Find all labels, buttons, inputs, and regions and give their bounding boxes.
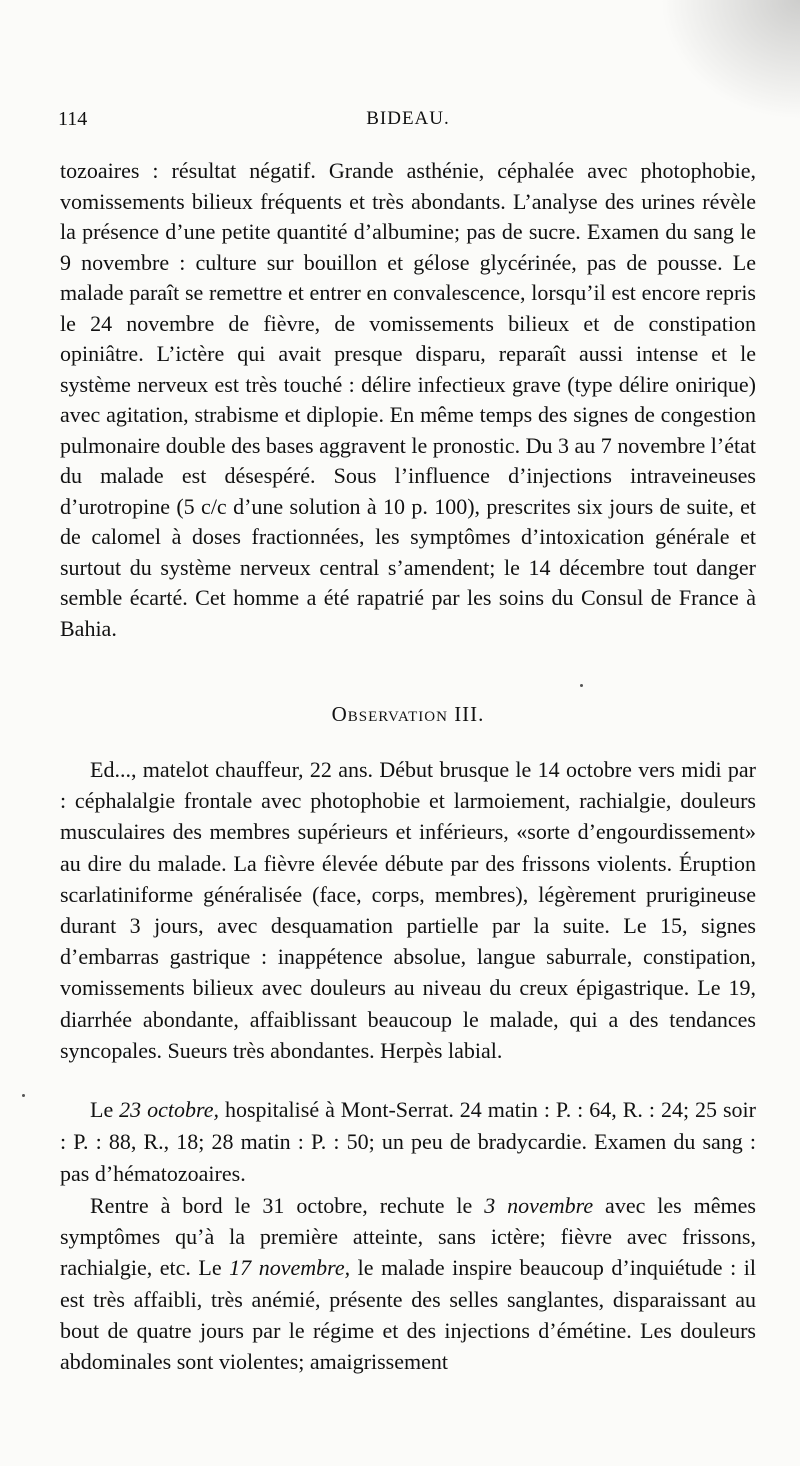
paragraph-text: [60, 1190, 756, 1377]
paragraph-continuation: [60, 156, 756, 644]
scan-shadow: [660, 0, 800, 120]
paragraph-hospitalization: [60, 1094, 756, 1190]
running-title: BIDEAU.: [366, 108, 450, 129]
observation-label: Observation: [331, 702, 448, 726]
observation-heading: [60, 702, 756, 727]
paragraph-text: tozoaires : résultat négatif. Grande asthénie, céphalée avec photophobie, vomissements bilieux fréquents et très abondants. L’analyse des urines révèle la présence d’une petite quantité d’albumine; pas de sucre. Examen du sang le 9 novembre : culture sur bouillon et gélose glycérinée, pas de pousse. Le malade paraît se remettre et entrer en convalescence, lorsqu’il est encore repris le 24 novembre de fièvre, de vomissements bilieux et de constipation opiniâtre. L’ictère qui avait presque disparu, reparaît aussi intense et le système nerveux est très touché : délire infectieux grave (type délire onirique) avec agitation, strabisme et diplopie. En même temps des signes de congestion pulmonaire double des bases aggravent le pronostic. Du 3 au 7 novembre l’état du malade est désespéré. Sous l’influence d’injections intraveineuses d’urotropine (5 c/c d’une solution à 10 p. 100), prescrites six jours de suite, et de calomel à doses fractionnées, les symptômes d’intoxication générale et surtout du système nerveux central s’amendent; le 14 décembre tout danger semble écarté. Cet homme a été rapatrié par les soins du Consul de France à Bahia.: [60, 158, 756, 641]
text-run: Le: [90, 1097, 120, 1122]
observation-numeral: III.: [454, 702, 485, 726]
paragraph-text: Ed..., matelot chauffeur, 22 ans. Début brusque le 14 octobre vers midi par : céphalalgie frontale avec photophobie et larmoiement, rachialgie, douleurs musculaires des membres supérieurs et inférieurs, «sorte d’engourdissement» au dire du malade. La fièvre élevée débute par des frissons violents. Éruption scarlatiniforme généralisée (face, corps, membres), légèrement prurigineuse durant 3 jours, avec desquamation partielle par la suite. Le 15, signes d’embarras gastrique : inappétence absolue, langue saburrale, constipation, vomissements bilieux avec douleurs au niveau du creux épigastrique. Le 19, diarrhée abondante, affaiblissant beaucoup le malade, qui a des tendances syncopales. Sueurs très abondantes. Herpès labial.: [60, 757, 756, 1063]
date-italic: 3 novembre: [484, 1193, 594, 1218]
paragraph-case-history: [60, 754, 756, 1066]
text-run: Rentre à bord le 31 octobre, rechute le: [90, 1193, 485, 1218]
paragraph-relapse: [60, 1190, 756, 1377]
paragraph-text: [60, 1094, 756, 1190]
text-run: le malade inspire beaucoup d’inquiétude : il est très affaibli, très anémié, présente des selles sanglantes, disparaissant au bout de quatre jours par le régime et des injections d’émétine. Les douleurs abdominales sont violentes; amaigrissement: [60, 1255, 756, 1375]
page-number: 114: [58, 108, 88, 130]
running-head: [58, 108, 758, 138]
date-italic: 17 novembre,: [229, 1255, 351, 1281]
text-run: avec les mêmes symptômes qu’à la première atteinte, sans ictère; fièvre avec frissons, rachialgie, etc. Le: [60, 1193, 756, 1281]
date-italic: 23 octobre,: [119, 1097, 220, 1122]
scan-speck: [580, 684, 583, 687]
text-run: hospitalisé à Mont-Serrat. 24 matin : P. : 64, R. : 24; 25 soir : P. : 88, R., 18; 28 matin : P. : 50; un peu de bradycardie. Examen du sang : pas d’hématozoaires.: [60, 1097, 756, 1186]
scan-speck: [22, 1094, 25, 1097]
